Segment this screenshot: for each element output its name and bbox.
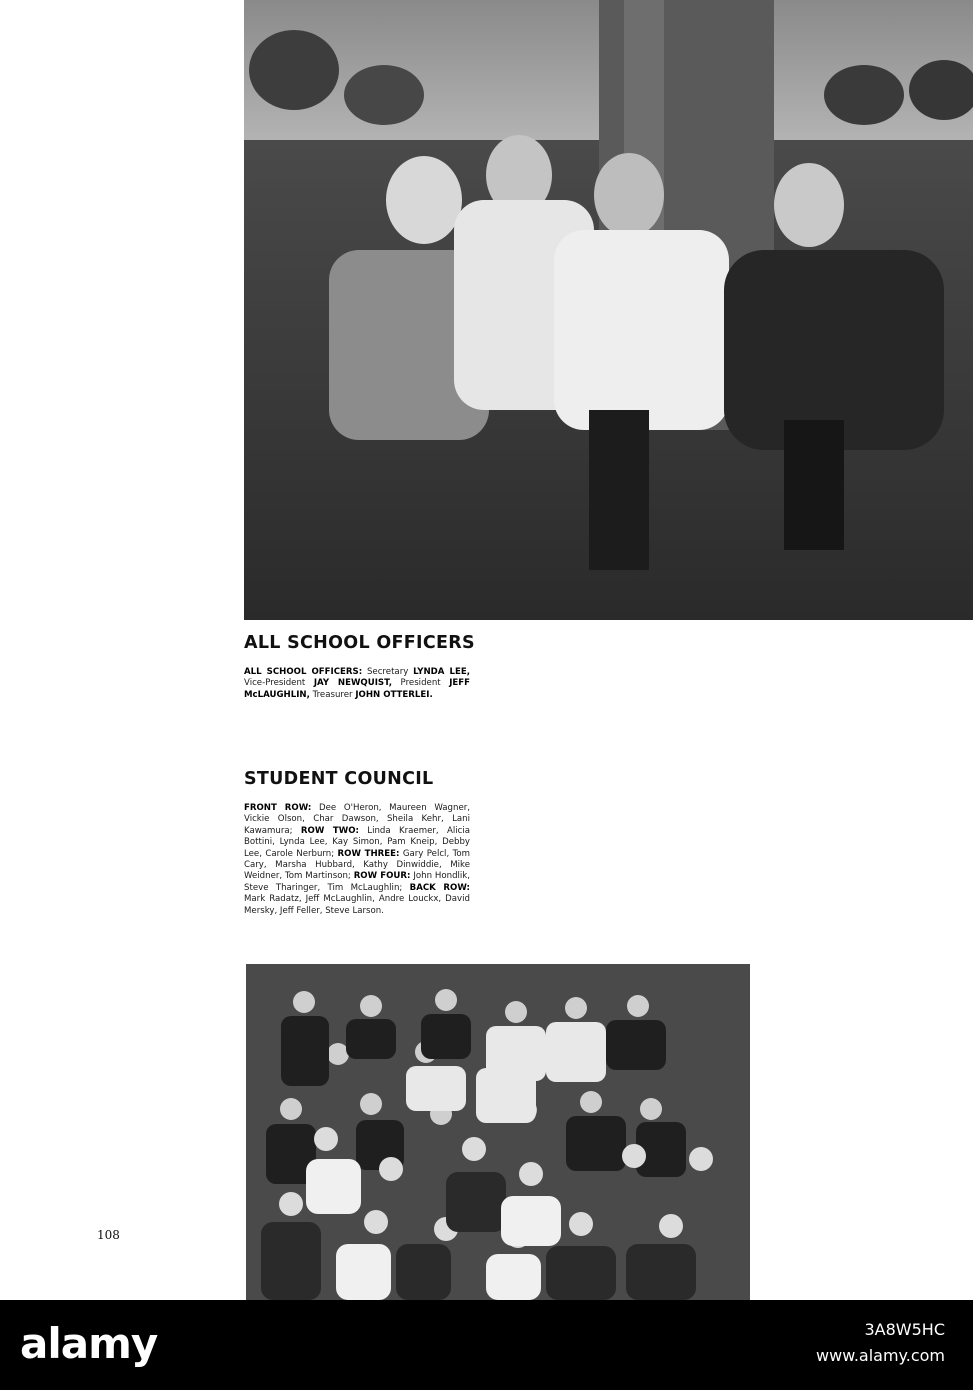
officers-text: Vice-President <box>244 678 314 689</box>
council-heading: STUDENT COUNCIL <box>244 769 434 789</box>
council-label: ROW TWO: <box>300 825 359 836</box>
council-label: ROW FOUR: <box>353 871 411 882</box>
council-text: Gary Pelcl, Tom Cary, Marsha Hubbard, Kathy Dinwiddie, Mike Weidner, Tom Martinson; <box>244 848 470 882</box>
page-number: 108 <box>97 1228 120 1242</box>
officers-text: President <box>392 678 450 689</box>
council-text: Mark Radatz, Jeff McLaughlin, Andre Louckx, David Mersky, Jeff Feller, Steve Larson. <box>244 894 470 916</box>
officers-text: Secretary <box>362 667 414 677</box>
watermark-url: www.alamy.com <box>816 1346 945 1365</box>
officers-label: JEFF McLAUGHLIN, <box>244 678 470 700</box>
officers-label: ALL SCHOOL OFFICERS: <box>244 667 363 677</box>
watermark-bar <box>0 1300 973 1390</box>
officers-photo <box>244 0 973 620</box>
council-label: FRONT ROW: <box>244 803 312 813</box>
council-text: Dee O'Heron, Maureen Wagner, Vickie Olson, Char Dawson, Sheila Kehr, Lani Kawamura; <box>244 803 470 836</box>
council-text: John Hondlik, Steve Tharinger, Tim McLaughlin; <box>244 871 471 893</box>
image-id: 3A8W5HC <box>864 1320 945 1339</box>
council-label: BACK ROW: <box>409 882 470 893</box>
council-label: ROW THREE: <box>337 848 400 859</box>
council-text: Linda Kraemer, Alicia Bottini, Lynda Lee, Kay Simon, Pam Kneip, Debby Lee, Carole Nerburn; <box>244 825 470 859</box>
officers-text: Treasurer <box>309 689 356 700</box>
council-photo <box>246 964 750 1300</box>
officers-label: LYNDA LEE, <box>413 667 471 677</box>
alamy-logo: alamy <box>20 1319 158 1368</box>
officers-heading: ALL SCHOOL OFFICERS <box>244 633 475 653</box>
officers-label: JOHN OTTERLEI. <box>355 689 433 700</box>
officers-label: JAY NEWQUIST, <box>313 678 392 689</box>
officers-caption <box>244 667 470 701</box>
council-caption <box>244 803 470 917</box>
